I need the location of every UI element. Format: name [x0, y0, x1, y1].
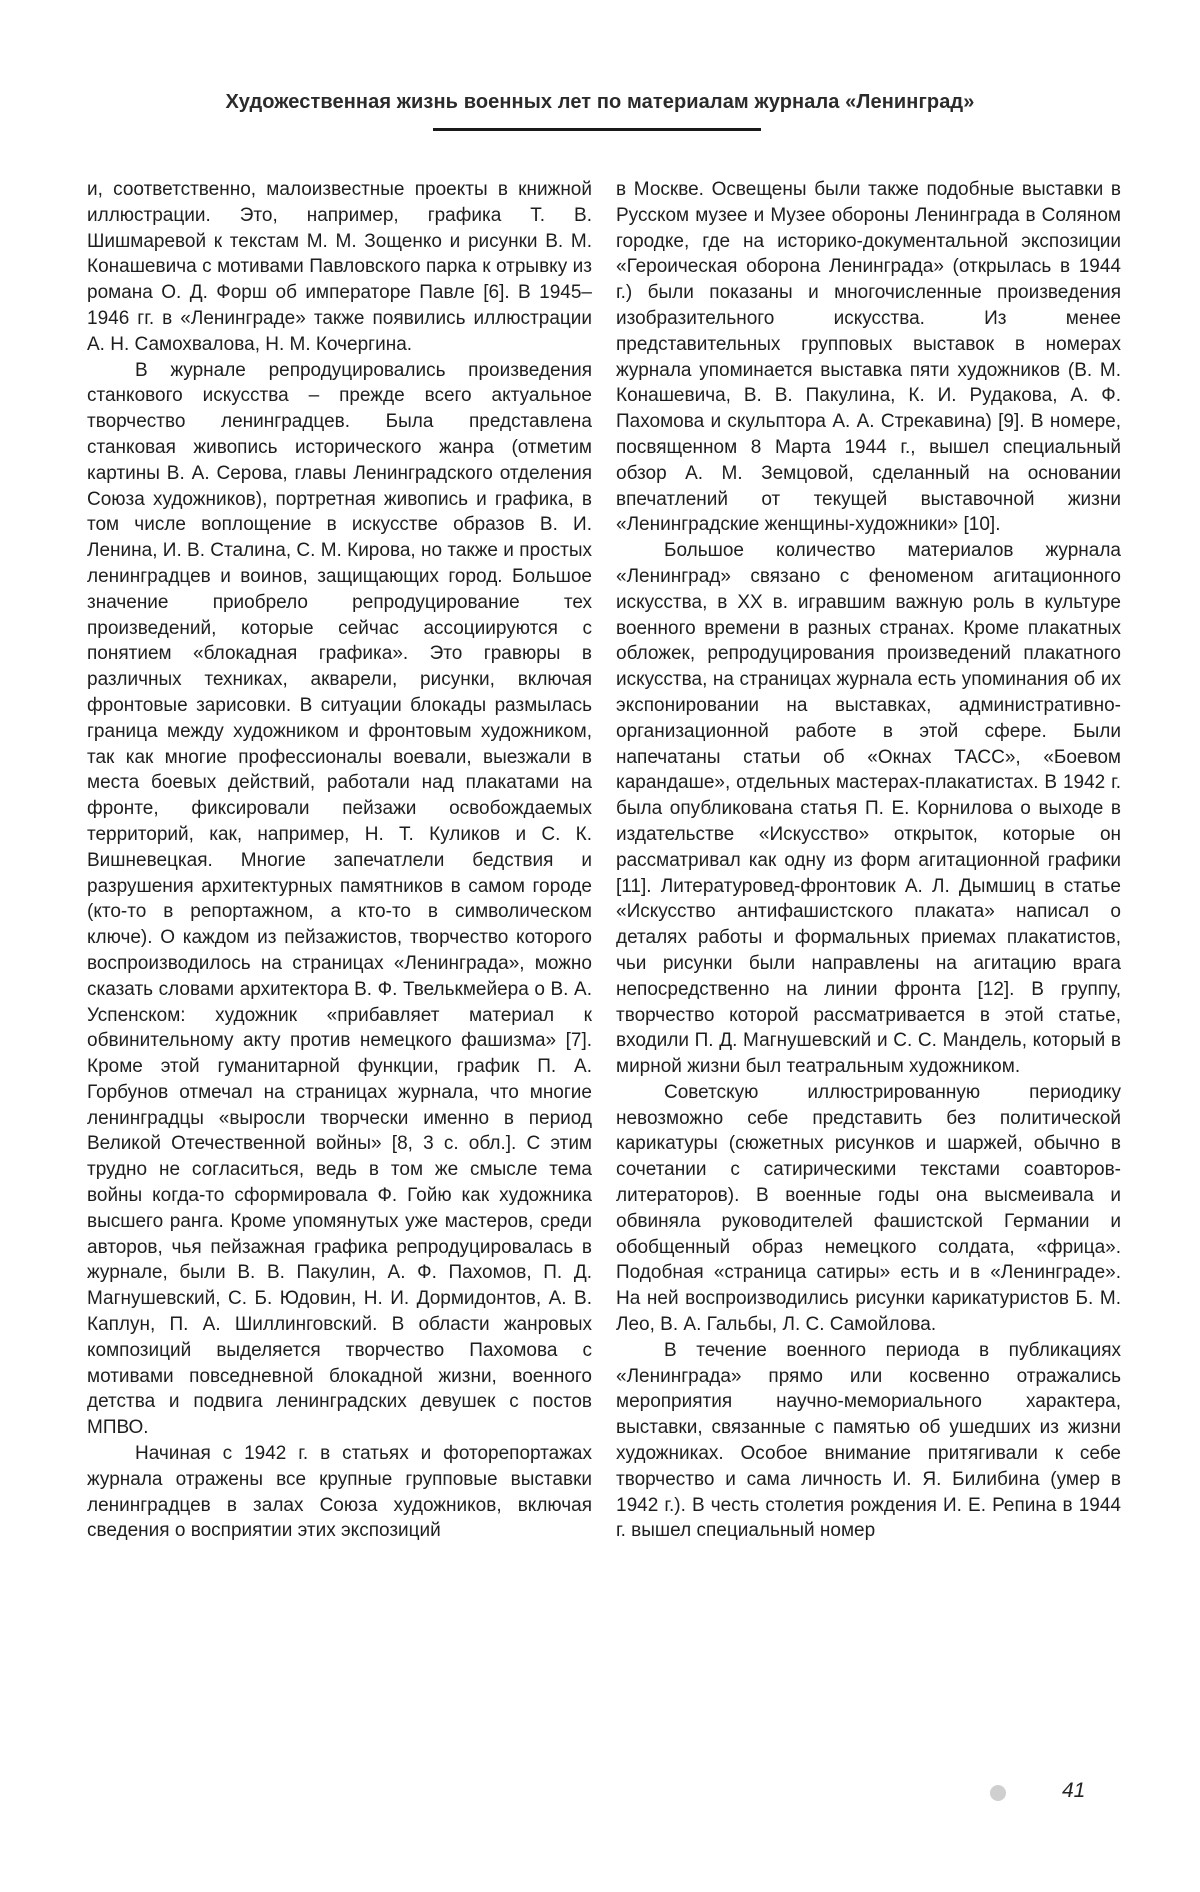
paragraph: Начиная с 1942 г. в статьях и фоторепортажах журнала отражены все крупные групповые выставки ленинградцев в залах Союза художников, включая сведения о восприятии этих экспозиций: [87, 1443, 592, 1542]
paragraph: и, соответственно, малоизвестные проекты в книжной иллюстрации. Это, например, графика Т. В. Шишмаревой к текстам М. М. Зощенко и рисунки В. М. Конашевича с мотивами Павловского парка к отрывку из романа О. Д. Форш об императоре Павле [6]. В 1945–1946 гг. в «Ленинграде» также появились иллюстрации А. Н. Самохвалова, Н. М. Кочергина.: [87, 179, 592, 355]
right-column: [616, 177, 1121, 1544]
paragraph: Большое количество материалов журнала «Ленинград» связано с феноменом агитационного искусства, в XX в. игравшим важную роль в культуре военного времени в разных странах. Кроме плакатных обложек, репродуцирования произведений плакатного искусства, на страницах журнала есть упоминания об их экспонировании на выставках, административно-организационной работе в этой сфере. Были напечатаны статьи об «Окнах ТАСС», «Боевом карандаше», отдельных мастерах-плакатистах. В 1942 г. была опубликована статья П. Е. Корнилова о выходе в издательстве «Искусство» открыток, которые он рассматривал как одну из форм агитационной графики [11]. Литературовед-фронтовик А. Л. Дымшиц в статье «Искусство антифашистского плаката» написал о деталях работы и формальных приемах плакатистов, чьи рисунки были направлены на агитацию врага непосредственно на линии фронта [12]. В группу, творчество которой рассматривается в этой статье, входили П. Д. Магнушевский и С. С. Мандель, который в мирной жизни был театральным художником.: [616, 540, 1121, 1078]
paragraph: в Москве. Освещены были также подобные выставки в Русском музее и Музее обороны Ленинграда в Соляном городке, где на историко-документальной экспозиции «Героическая оборона Ленинграда» (открылась в 1944 г.) были показаны и многочисленные произведения изобразительного искусства. Из менее представительных групповых выставок в номерах журнала упоминается выставка пяти художников (В. М. Конашевича, В. В. Пакулина, К. И. Рудакова, А. Ф. Пахомова и скульптора А. А. Стрекавина) [9]. В номере, посвященном 8 Марта 1944 г., вышел специальный обзор А. М. Земцовой, сделанный на основании впечатлений от текущей выставочной жизни «Ленинградские женщины-художники» [10].: [616, 179, 1121, 536]
paragraph: Советскую иллюстрированную периодику невозможно себе представить без политической карикатуры (сюжетных рисунков и шаржей, обычно в сочетании с сатирическими текстами соавторов-литераторов). В военные годы она высмеивала и обвиняла руководителей фашистской Германии и обобщенный образ немецкого солдата, «фрица». Подобная «страница сатиры» есть и в «Ленинграде». На ней воспроизводились рисунки карикатуристов Б. М. Лео, В. А. Гальбы, Л. С. Самойлова.: [616, 1081, 1121, 1336]
left-column: [87, 177, 592, 1544]
running-title: Художественная жизнь военных лет по материалам журнала «Ленинград»: [225, 91, 975, 113]
paragraph: В течение военного периода в публикациях «Ленинграда» прямо или косвенно отражались мероприятия научно-мемориального характера, выставки, связанные с памятью об ушедших из жизни художниках. Особое внимание притягивали к себе творчество и сама личность И. Я. Билибина (умер в 1942 г.). В честь столетия рождения И. Е. Репина в 1944 г. вышел специальный номер: [616, 1339, 1121, 1542]
header-rule: [433, 128, 761, 131]
paragraph: В журнале репродуцировались произведения станкового искусства – прежде всего актуальное творчество ленинградцев. Была представлена станковая живопись исторического жанра (отметим картины В. А. Серова, главы Ленинградского отделения Союза художников), портретная живопись и графика, в том числе воплощение в искусстве образов В. И. Ленина, И. В. Сталина, С. М. Кирова, но также и простых ленинградцев и воинов, защищающих город. Большое значение приобрело репродуцирование тех произведений, которые сейчас ассоциируются с понятием «блокадная графика». Это гравюры в различных техниках, акварели, рисунки, включая фронтовые зарисовки. В ситуации блокады размылась граница между художником и фронтовым художником, так как многие профессионалы воевали, выезжали в места боевых действий, работали над плакатами на фронте, фиксировали пейзажи освобождаемых территорий, как, например, Н. Т. Куликов и С. К. Вишневецкая. Многие запечатлели бедствия и разрушения архитектурных памятников в самом городе (кто-то в репортажном, а кто-то в символическом ключе). О каждом из пейзажистов, творчество которого воспроизводилось на страницах «Ленинграда», можно сказать словами архитектора В. Ф. Твелькмейера о В. А. Успенском: художник «прибавляет материал к обвинительному акту против немецкого фашизма» [7]. Кроме этой гуманитарной функции, график П. А. Горбунов отмечал на страницах журнала, что многие ленинградцы «выросли творчески именно в период Великой Отечественной войны» [8, 3 с. обл.]. С этим трудно не согласиться, ведь в том же смысле тема войны когда-то сформировала Ф. Гойю как художника высшего ранга. Кроме упомянутых уже мастеров, среди авторов, чья пейзажная графика репродуцировалась в журнале, были В. В. Пакулин, А. Ф. Пахомов, П. Д. Магнушевский, С. Б. Юдовин, Н. И. Дормидонтов, А. В. Каплун, П. А. Шиллинговский. В области жанровых композиций выделяется творчество Пахомова с мотивами повседневной блокадной жизни, военного детства и подвига ленинградских девушек с постов МПВО.: [87, 359, 592, 1439]
page-number: 41: [1062, 1779, 1086, 1802]
folio-dot-icon: [990, 1785, 1006, 1801]
